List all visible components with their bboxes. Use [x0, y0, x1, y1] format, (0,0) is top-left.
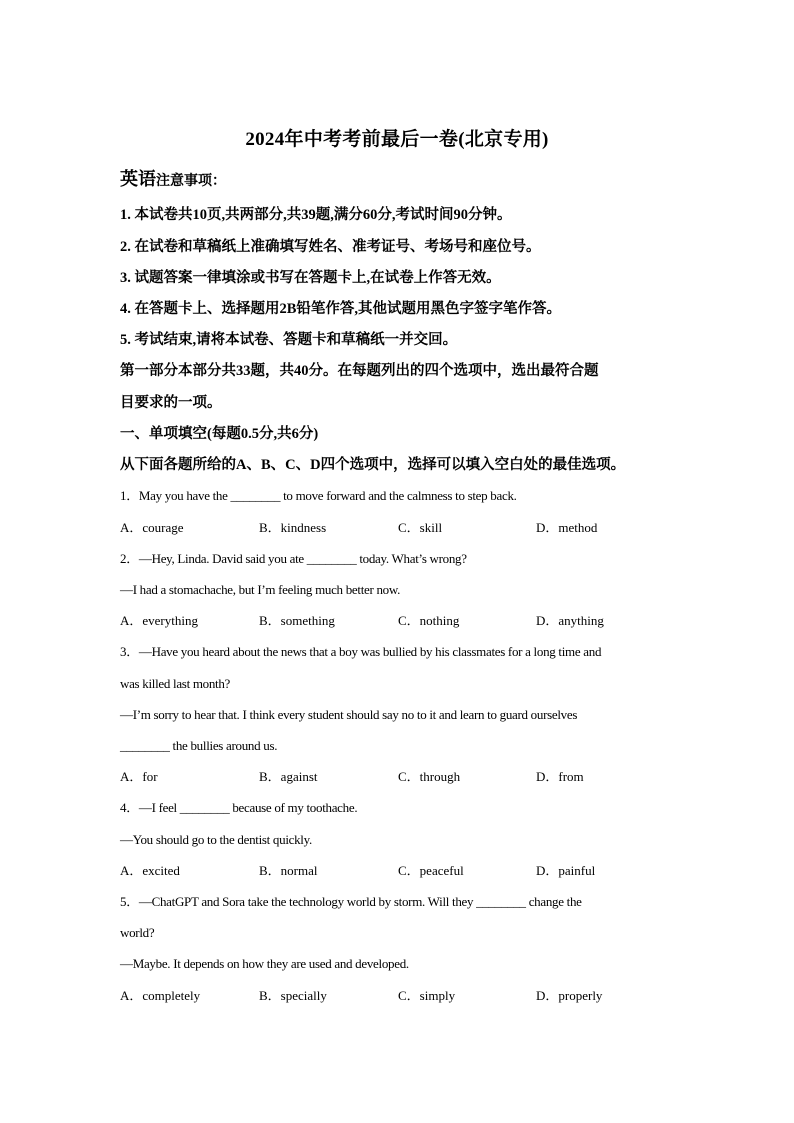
subject-header [120, 169, 700, 192]
option-a: A．completely [120, 988, 201, 1003]
question-3-text: —I’m sorry to hear that. I think every student should say no to it and learn to guard ourselves [120, 707, 578, 722]
question-4-options [120, 861, 700, 881]
option-d: D．properly [536, 988, 603, 1003]
instruction-item: 3. 试题答案一律填涂或书写在答题卡上,在试卷上作答无效。 [120, 270, 501, 286]
question-4-text: —You should go to the dentist quickly. [120, 832, 312, 847]
option-b: B．something [259, 613, 335, 628]
question-3-options [120, 767, 700, 787]
option-a: A．for [120, 769, 158, 784]
part-intro: 第一部分本部分共33题，共40分。在每题列出的四个选项中，选出最符合题 [120, 363, 599, 379]
question-2-options [120, 611, 700, 631]
option-d: D．from [536, 769, 584, 784]
option-c: C．skill [398, 520, 443, 535]
option-b: B．normal [259, 863, 318, 878]
question-5-text: 5．—ChatGPT and Sora take the technology world by storm. Will they ________ change the [120, 894, 582, 909]
question-5-options [120, 986, 700, 1006]
question-5-text: —Maybe. It depends on how they are used and developed. [120, 956, 409, 971]
question-1-text: 1．May you have the ________ to move forward and the calmness to step back. [120, 488, 517, 503]
option-c: C．through [398, 769, 461, 784]
part-intro-continued: 目要求的一项。 [120, 395, 222, 411]
question-4-text: 4．—I feel ________ because of my toothache. [120, 800, 358, 815]
option-d: D．painful [536, 863, 596, 878]
option-d: D．method [536, 520, 598, 535]
question-3-text: 3．—Have you heard about the news that a boy was bullied by his classmates for a long time and [120, 644, 602, 659]
page-title: 2024年中考考前最后一卷(北京专用) [245, 129, 549, 150]
section-heading: 一、单项填空(每题0.5分,共6分) [120, 426, 319, 442]
instruction-item: 2. 在试卷和草稿纸上准确填写姓名、准考证号、考场号和座位号。 [120, 239, 541, 255]
instruction-item: 1. 本试卷共10页,共两部分,共39题,满分60分,考试时间90分钟。 [120, 207, 512, 223]
question-1-options [120, 518, 700, 538]
option-a: A．everything [120, 613, 198, 628]
option-c: C．nothing [398, 613, 460, 628]
question-3-text: ________ the bullies around us. [120, 738, 278, 753]
question-2-text: —I had a stomachache, but I’m feeling much better now. [120, 582, 401, 597]
option-c: C．simply [398, 988, 456, 1003]
question-5-text: world? [120, 925, 155, 940]
instruction-item: 5. 考试结束,请将本试卷、答题卡和草稿纸一并交回。 [120, 332, 458, 348]
option-a: A．excited [120, 863, 180, 878]
section-instruction: 从下面各题所给的A、B、C、D四个选项中，选择可以填入空白处的最佳选项。 [120, 457, 626, 473]
question-3-text: was killed last month? [120, 676, 231, 691]
option-b: B．specially [259, 988, 327, 1003]
notice-label: 注意事项： [156, 174, 226, 189]
option-c: C．peaceful [398, 863, 464, 878]
question-2-text: 2．—Hey, Linda. David said you ate ________ today. What’s wrong? [120, 551, 467, 566]
option-b: B．against [259, 769, 318, 784]
option-d: D．anything [536, 613, 604, 628]
subject-label: 英语 [120, 169, 156, 189]
option-a: A．courage [120, 520, 184, 535]
option-b: B．kindness [259, 520, 327, 535]
instruction-item: 4. 在答题卡上、选择题用2B铅笔作答,其他试题用黑色字签字笔作答。 [120, 301, 562, 317]
